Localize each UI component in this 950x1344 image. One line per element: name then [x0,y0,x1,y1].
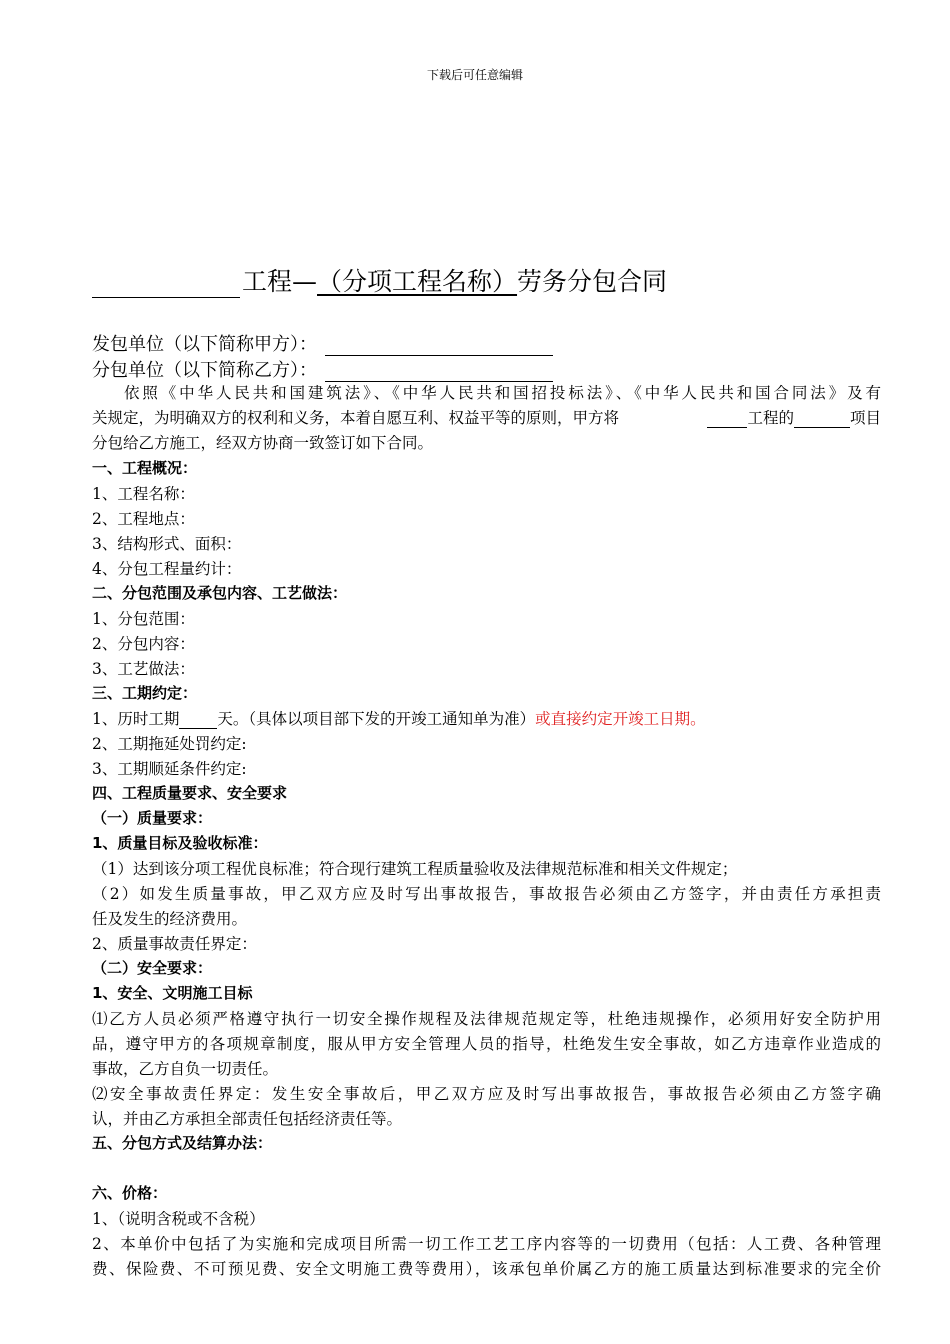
contract-title [92,262,667,298]
safety-1b-line2: 认，并由乙方承担全部责任包括经济责任等。 [92,1110,403,1128]
s6-item-2-line2: 费、保险费、不可预见费、安全文明施工费等费用），该承包单价属乙方的施工质量达到标准要求的完全价 [92,1260,881,1278]
intro-text-a: 关规定，为明确双方的权利和义务，本着自愿互利、权益平等的原则，甲方将 [92,409,620,427]
project-name-blank [92,271,240,298]
safety-1a-line1: ⑴乙方人员必须严格遵守执行一切安全操作规程及法律规范规定等，杜绝违规操作，必须用好安全防护用 [92,1010,881,1028]
s1-item-4: 4、分包工程量约计： [92,560,242,578]
s1-item-1: 1、工程名称： [92,485,195,503]
party-b-line [92,356,553,382]
quality-item-1: 1、质量目标及验收标准： [92,834,268,852]
party-a-blank [325,337,553,356]
title-part3: 劳务分包合同 [517,267,668,296]
section-3-heading: 三、工期约定： [92,684,198,702]
quality-item-2: 2、质量事故责任界定： [92,935,257,953]
section-4-heading: 四、工程质量要求、安全要求 [92,784,288,802]
s6-item-1: 1、（说明含税或不含税） [92,1210,265,1228]
s2-item-1: 1、分包范围： [92,610,195,628]
s3-item-2: 2、工期拖延处罚约定: [92,735,247,753]
intro-blank-1 [707,412,747,428]
party-b-blank [325,363,553,382]
intro-text-c: 项目 [849,409,881,427]
s3-item-1-red-note: 或直接约定开竣工日期。 [535,710,706,728]
quality-item-1a: （1）达到该分项工程优良标准；符合现行建筑工程质量验收及法律规范标准和相关文件规定； [92,860,738,878]
section-2-heading: 二、分包范围及承包内容、工艺做法： [92,584,348,602]
s3-item-1 [92,707,706,729]
safety-1a-line3: 事故，乙方自负一切责任。 [92,1060,279,1078]
safety-1b-line1: ⑵安全事故责任界定：发生安全事故后，甲乙双方应及时写出事故报告，事故报告必须由乙方签字确 [92,1085,881,1103]
s3-item-3: 3、工期顺延条件约定: [92,760,247,778]
duration-blank [179,713,217,729]
title-part2: （分项工程名称） [317,267,518,296]
intro-line-1: 依照《中华人民共和国建筑法》、《中华人民共和国招投标法》、《中华人民共和国合同法》及有 [124,384,881,402]
page-header: 下载后可任意编辑 [426,68,523,82]
s2-item-2: 2、分包内容： [92,635,195,653]
quality-item-1b-line2: 任及发生的经济费用。 [92,910,248,928]
intro-blank-2 [794,412,850,428]
intro-line-2 [92,406,881,428]
party-a-label: 发包单位（以下简称甲方）： [92,334,317,355]
safety-heading: （二）安全要求： [92,959,213,977]
s1-item-2: 2、工程地点： [92,510,195,528]
section-1-heading: 一、工程概况： [92,459,198,477]
section-5-heading: 五、分包方式及结算办法： [92,1134,273,1152]
safety-1a-line2: 品，遵守甲方的各项规章制度，服从甲方安全管理人员的指导，杜绝发生安全事故，如乙方违章作业造成的 [92,1035,881,1053]
s2-item-3: 3、工艺做法： [92,660,195,678]
title-part1: 工程— [242,267,318,296]
intro-text-b: 工程的 [747,409,794,427]
safety-item-1: 1、安全、文明施工目标 [92,984,253,1002]
party-a-line [92,330,553,356]
quality-heading: （一）质量要求： [92,809,213,827]
section-6-heading: 六、价格： [92,1184,168,1202]
quality-item-1b-line1: （2）如发生质量事故，甲乙双方应及时写出事故报告，事故报告必须由乙方签字，并由责任方承担责 [92,885,881,903]
party-b-label: 分包单位（以下简称乙方）： [92,360,317,381]
s6-item-2-line1: 2、本单价中包括了为实施和完成项目所需一切工作工艺工序内容等的一切费用（包括：人工费、各种管理 [92,1235,881,1253]
s3-item-1-text: 1、历时工期 [92,710,180,728]
intro-line-3: 分包给乙方施工，经双方协商一致签订如下合同。 [92,434,434,452]
s1-item-3: 3、结构形式、面积： [92,535,242,553]
s3-item-1-note: 天。（具体以项目部下发的开竣工通知单为准） [217,710,536,728]
